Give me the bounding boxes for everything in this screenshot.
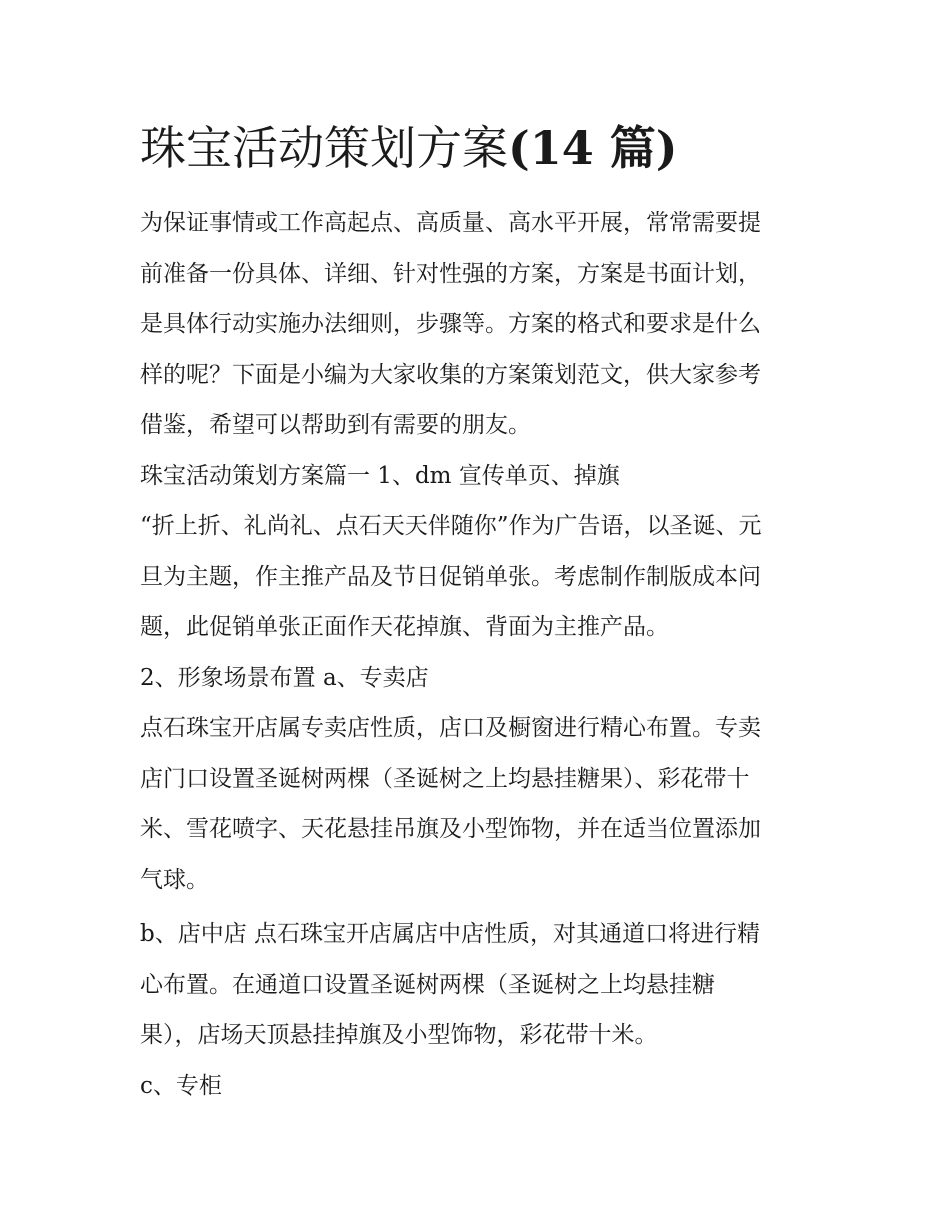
paragraph bbox=[140, 501, 812, 653]
document-page bbox=[140, 112, 812, 1111]
paragraph-line: 为保证事情或工作高起点、高质量、高水平开展，常常需要提 bbox=[140, 210, 761, 236]
paragraph-line: 心布置。在通道口设置圣诞树两棵（圣诞树之上均悬挂糖 bbox=[140, 971, 715, 998]
paragraph-line: “折上折、礼尚礼、点石天天伴随你”作为广告语，以圣诞、元 bbox=[140, 513, 762, 539]
paragraph-line: 题，此促销单张正面作天花掉旗、背面为主推产品。 bbox=[140, 614, 669, 640]
paragraph bbox=[140, 1061, 812, 1112]
paragraph bbox=[140, 909, 812, 1061]
paragraph-line: 旦为主题，作主推产品及节日促销单张。考虑制作制版成本问 bbox=[140, 563, 761, 590]
document-title-suffix: (14 篇) bbox=[508, 121, 678, 175]
paragraph bbox=[140, 653, 812, 704]
paragraph-line: 米、雪花喷字、天花悬挂吊旗及小型饰物，并在适当位置添加 bbox=[140, 816, 761, 842]
document-body bbox=[140, 198, 812, 1111]
document-title bbox=[140, 112, 812, 184]
paragraph-line: 前准备一份具体、详细、针对性强的方案，方案是书面计划， bbox=[140, 260, 761, 287]
paragraph-line: 店门口设置圣诞树两棵（圣诞树之上均悬挂糖果）、彩花带十 bbox=[140, 765, 750, 792]
paragraph-line: 果），店场天顶悬挂掉旗及小型饰物，彩花带十米。 bbox=[140, 1022, 658, 1048]
paragraph-line: 是具体行动实施办法细则，步骤等。方案的格式和要求是什么 bbox=[140, 311, 761, 337]
paragraph-line: b、店中店 点石珠宝开店属店中店性质，对其通道口将进行精 bbox=[140, 921, 761, 947]
paragraph-line: 样的呢？下面是小编为大家收集的方案策划范文，供大家参考 bbox=[140, 361, 761, 388]
paragraph-line: 气球。 bbox=[140, 866, 209, 893]
paragraph bbox=[140, 451, 812, 502]
paragraph-line: 借鉴，希望可以帮助到有需要的朋友。 bbox=[140, 412, 531, 438]
document-title-main: 珠宝活动策划方案 bbox=[140, 121, 508, 175]
paragraph-line: 点石珠宝开店属专卖店性质，店口及橱窗进行精心布置。专卖 bbox=[140, 715, 761, 741]
paragraph-line: 2、形象场景布置 a、专卖店 bbox=[140, 664, 429, 691]
paragraph-line: 珠宝活动策划方案篇一 1、dm 宣传单页、掉旗 bbox=[140, 462, 620, 489]
paragraph-line: c、专柜 bbox=[140, 1072, 222, 1099]
paragraph bbox=[140, 703, 812, 905]
paragraph bbox=[140, 198, 812, 451]
